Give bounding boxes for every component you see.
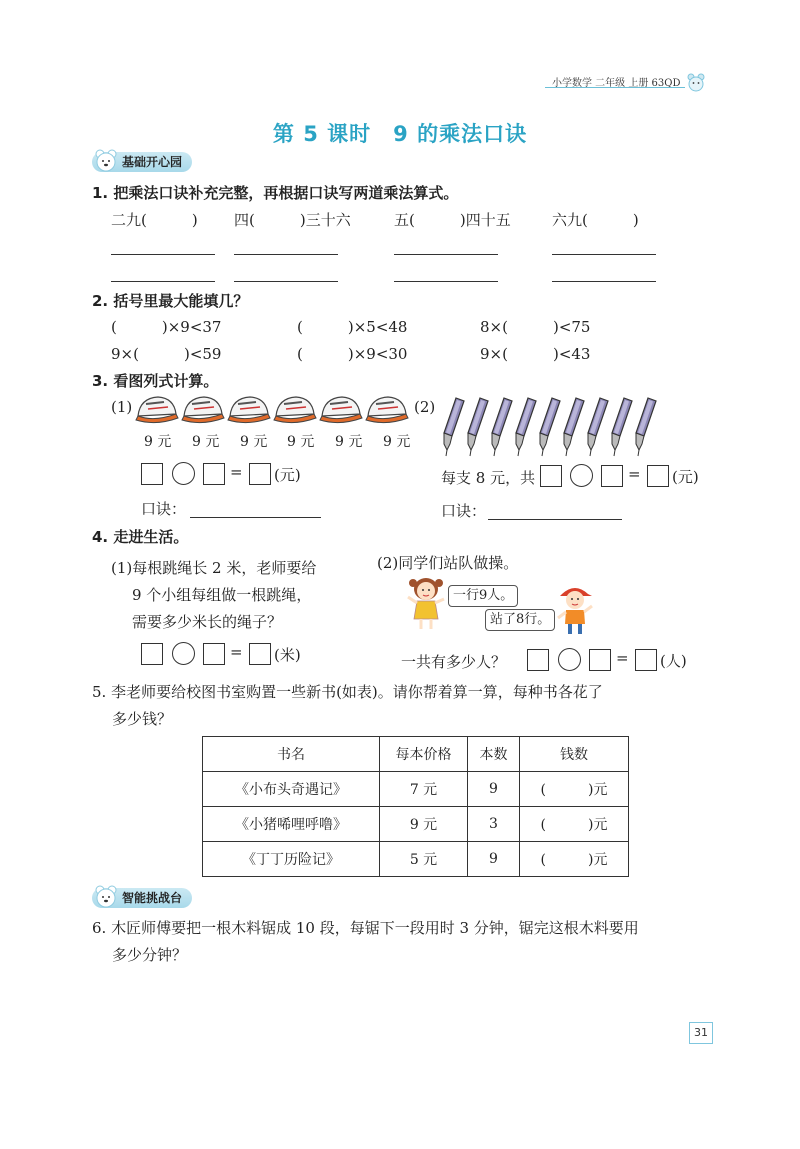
book-name: 《小猪唏哩呼噜》 xyxy=(203,807,380,842)
answer-box[interactable] xyxy=(589,649,611,671)
operator-circle[interactable] xyxy=(172,462,195,485)
table-row xyxy=(203,842,629,877)
answer-line[interactable] xyxy=(394,254,498,255)
book-count: 9 xyxy=(468,772,520,807)
books-table xyxy=(202,736,629,877)
q1-item: 五( )四十五 xyxy=(394,211,511,229)
operator-circle[interactable] xyxy=(570,464,593,487)
unit-label: (元) xyxy=(672,468,699,486)
equals-sign: = xyxy=(230,643,243,661)
q2-item: ( )×5<48 xyxy=(297,318,408,336)
q2-item: 8×( )<75 xyxy=(480,318,591,336)
table-header: 钱数 xyxy=(520,737,629,772)
question-5-prompt-cont: 多少钱？ xyxy=(112,710,173,728)
answer-line[interactable] xyxy=(111,281,215,282)
answer-box[interactable] xyxy=(141,463,163,485)
price-label: 9 元 xyxy=(144,434,172,450)
question-6-prompt-cont: 多少分钟？ xyxy=(112,946,188,964)
table-header-row xyxy=(203,737,629,772)
question-4-prompt: 4. 走进生活。 xyxy=(92,528,189,546)
koujue-label: 口诀： xyxy=(141,500,187,518)
speech-bubble: 一行9人。 xyxy=(448,585,518,607)
book-price: 7 元 xyxy=(380,772,468,807)
answer-box[interactable] xyxy=(249,463,271,485)
book-price: 5 元 xyxy=(380,842,468,877)
price-label: 9 元 xyxy=(383,434,411,450)
q1-item: 二九( ) xyxy=(111,211,198,229)
operator-circle[interactable] xyxy=(172,642,195,665)
q1-item: 四( )三十六 xyxy=(234,211,351,229)
answer-box[interactable] xyxy=(203,643,225,665)
section-badge-basic xyxy=(92,152,192,172)
q4-part1-line: 9 个小组每组做一根跳绳， xyxy=(132,586,312,604)
table-header: 书名 xyxy=(203,737,380,772)
q4-part1-line: 需要多少米长的绳子？ xyxy=(132,613,283,631)
answer-line[interactable] xyxy=(111,254,215,255)
q1-item: 六九( ) xyxy=(552,211,639,229)
q2-item: 9×( )<59 xyxy=(111,345,222,363)
unit-label: (米) xyxy=(274,646,301,664)
question-2-prompt: 2. 括号里最大能填几？ xyxy=(92,292,249,310)
section-title: 智能挑战台 xyxy=(122,891,183,905)
section-title: 基础开心园 xyxy=(122,155,183,169)
table-row xyxy=(203,807,629,842)
book-count: 9 xyxy=(468,842,520,877)
answer-line[interactable] xyxy=(234,254,338,255)
bear-icon xyxy=(94,884,118,908)
unit-label: (人) xyxy=(660,652,687,670)
answer-box[interactable] xyxy=(249,643,271,665)
answer-box[interactable] xyxy=(647,465,669,487)
answer-box[interactable] xyxy=(203,463,225,485)
price-label: 9 元 xyxy=(287,434,315,450)
book-money[interactable]: ( )元 xyxy=(520,807,629,842)
answer-box[interactable] xyxy=(635,649,657,671)
q4-part2-question: 一共有多少人？ xyxy=(401,653,507,671)
girl-illustration xyxy=(404,575,448,633)
price-label: 9 元 xyxy=(192,434,220,450)
book-name: 《小布头奇遇记》 xyxy=(203,772,380,807)
answer-line[interactable] xyxy=(394,281,498,282)
answer-box[interactable] xyxy=(540,465,562,487)
bear-icon xyxy=(94,148,118,172)
q3-part2-label: (2) xyxy=(414,398,436,416)
header-rule xyxy=(545,87,685,88)
equals-sign: = xyxy=(230,463,243,481)
answer-line[interactable] xyxy=(552,254,656,255)
q2-item: ( )×9<30 xyxy=(297,345,408,363)
answer-box[interactable] xyxy=(527,649,549,671)
equals-sign: = xyxy=(616,649,629,667)
header-text: 小学数学 二年级 上册 63QD xyxy=(552,78,681,89)
pens-illustration xyxy=(440,396,680,460)
bear-icon xyxy=(686,72,706,92)
q3-part1-label: (1) xyxy=(111,398,133,416)
q2-item: 9×( )<43 xyxy=(480,345,591,363)
answer-line[interactable] xyxy=(190,517,321,518)
answer-box[interactable] xyxy=(601,465,623,487)
question-5-prompt: 5. 李老师要给校图书室购置一些新书(如表)。请你帮着算一算，每种书各花了 xyxy=(92,683,603,701)
book-name: 《丁丁历险记》 xyxy=(203,842,380,877)
answer-line[interactable] xyxy=(234,281,338,282)
price-label: 9 元 xyxy=(240,434,268,450)
book-money[interactable]: ( )元 xyxy=(520,772,629,807)
book-count: 3 xyxy=(468,807,520,842)
boy-illustration xyxy=(554,584,596,636)
question-6-prompt: 6. 木匠师傅要把一根木料锯成 10 段，每锯下一段用时 3 分钟，锯完这根木料要用 xyxy=(92,919,639,937)
q4-part2-title: (2)同学们站队做操。 xyxy=(377,554,519,572)
q2-item: ( )×9<37 xyxy=(111,318,222,336)
answer-box[interactable] xyxy=(141,643,163,665)
table-header: 每本价格 xyxy=(380,737,468,772)
question-3-prompt: 3. 看图列式计算。 xyxy=(92,372,219,390)
price-label: 9 元 xyxy=(335,434,363,450)
equals-sign: = xyxy=(628,465,641,483)
caps-illustration xyxy=(134,392,414,428)
section-badge-challenge xyxy=(92,888,192,908)
page-number: 31 xyxy=(689,1022,713,1044)
answer-line[interactable] xyxy=(488,519,622,520)
page-title: 第 5 课时 9 的乘法口诀 xyxy=(272,122,528,146)
unit-label: (元) xyxy=(274,466,301,484)
q3-part2-text: 每支 8 元，共 xyxy=(441,469,536,487)
answer-line[interactable] xyxy=(552,281,656,282)
table-header: 本数 xyxy=(468,737,520,772)
operator-circle[interactable] xyxy=(558,648,581,671)
question-1-prompt: 1. 把乘法口诀补充完整，再根据口诀写两道乘法算式。 xyxy=(92,184,459,202)
q4-part1-line: (1)每根跳绳长 2 米，老师要给 xyxy=(111,559,317,577)
table-row xyxy=(203,772,629,807)
book-money[interactable]: ( )元 xyxy=(520,842,629,877)
koujue-label: 口诀： xyxy=(441,502,487,520)
speech-bubble: 站了8行。 xyxy=(485,609,555,631)
book-price: 9 元 xyxy=(380,807,468,842)
